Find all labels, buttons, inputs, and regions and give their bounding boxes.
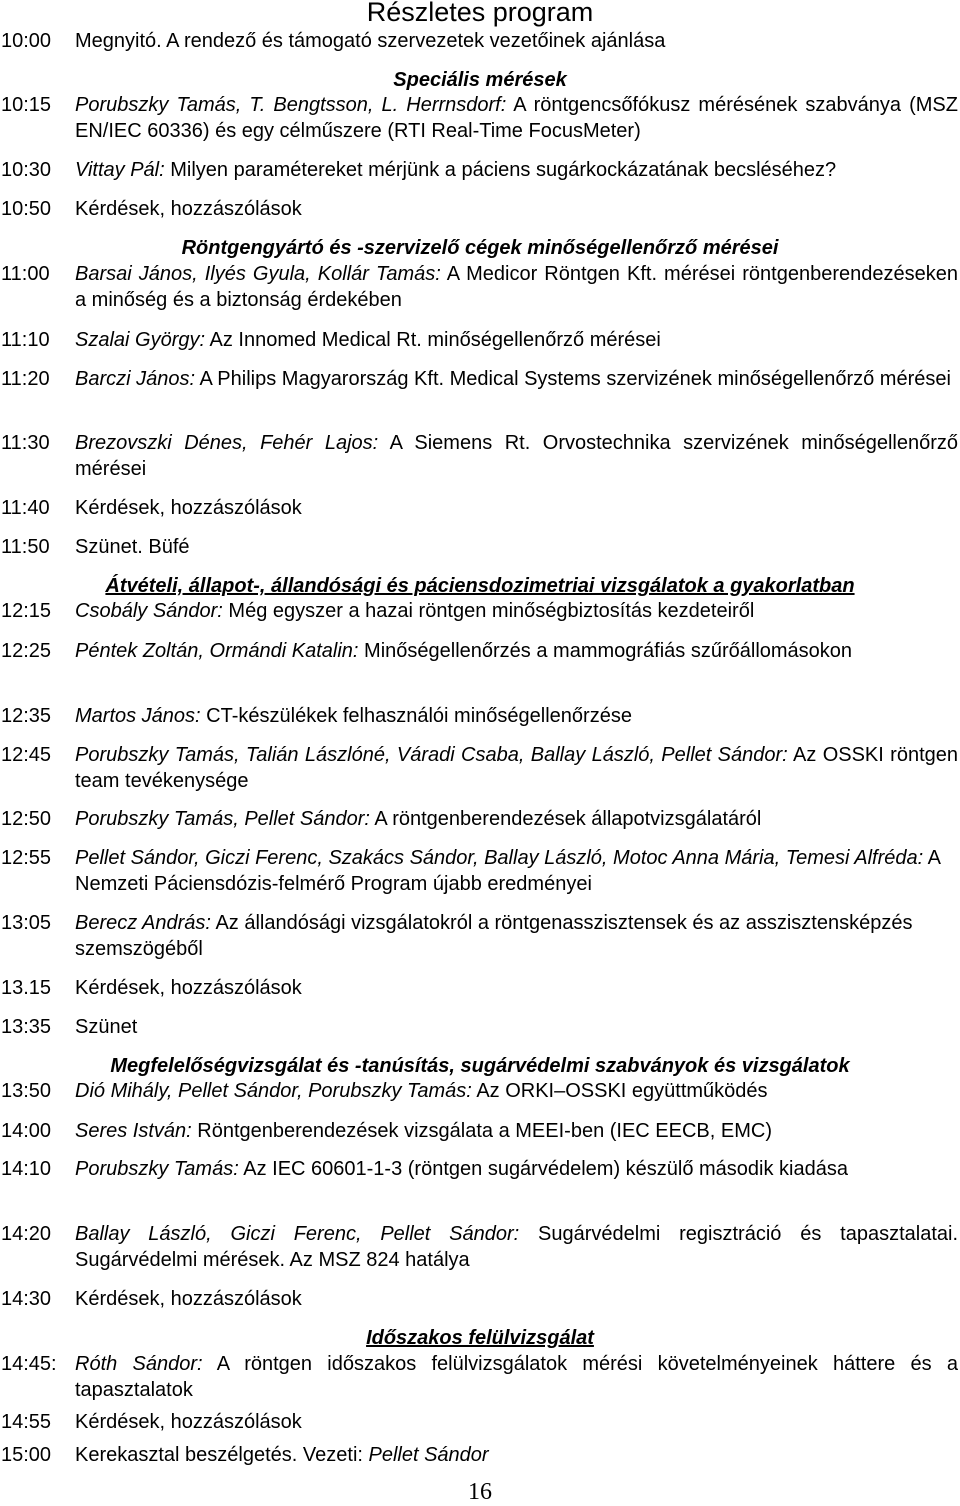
entry-time: 10:00: [1, 30, 52, 52]
entry-time: 12:15: [1, 600, 52, 622]
entry-title: Kérdések, hozzászólások: [75, 1288, 302, 1310]
section-header: Megfelelőségvizsgálat és -tanúsítás, sugárvédelmi szabványok és vizsgálatok: [110, 1055, 850, 1077]
page-title: Részletes program: [366, 0, 594, 27]
entry-time: 14:45:: [1, 1353, 57, 1375]
program-entry: [0, 430, 958, 482]
entry-speakers: Csobály Sándor:: [75, 600, 223, 622]
entry-content: [75, 261, 958, 313]
entry-title: Megnyitó. A rendező és támogató szervezetek vezetőinek ajánlása: [75, 30, 666, 52]
entry-title: A Medicor Röntgen Kft. mérései röntgenberendezéseken a minőség és a biztonság érdekében: [75, 263, 958, 311]
entry-content: [75, 28, 958, 54]
program-entry: [0, 196, 958, 222]
entry-speakers: Seres István:: [75, 1120, 192, 1142]
entry-speakers: Dió Mihály, Pellet Sándor, Porubszky Tamás:: [75, 1080, 472, 1102]
entry-time: 13:35: [1, 1016, 52, 1038]
program-entry: [0, 1014, 958, 1040]
entry-content: [75, 845, 958, 897]
entry-time: 14:55: [1, 1411, 52, 1433]
program-entry: [0, 975, 958, 1001]
program-entry: [0, 1351, 958, 1403]
entry-speakers: Róth Sándor:: [75, 1353, 203, 1375]
program-entry: [0, 1221, 958, 1273]
program-entry: [0, 598, 958, 624]
entry-speakers: Porubszky Tamás:: [75, 1158, 239, 1180]
entry-time: 14:00: [1, 1120, 52, 1142]
program-entry: [0, 703, 958, 729]
entry-title: Kérdések, hozzászólások: [75, 497, 302, 519]
program-entry: [0, 366, 958, 392]
entry-title: A Siemens Rt. Orvostechnika szervizének minőségellenőrző mérései: [75, 432, 958, 480]
entry-title: Milyen paramétereket mérjünk a páciens sugárkockázatának becsléséhez?: [164, 159, 837, 181]
entry-moderator: Pellet Sándor: [368, 1444, 489, 1466]
entry-speakers: Martos János:: [75, 705, 201, 727]
entry-speakers: Vittay Pál:: [75, 159, 165, 181]
entry-content: [75, 1118, 958, 1144]
entry-title: Kérdések, hozzászólások: [75, 1411, 302, 1433]
entry-time: 13:50: [1, 1080, 52, 1102]
entry-time: 12:45: [1, 744, 52, 766]
program-entry: [0, 1118, 958, 1144]
entry-content: [75, 703, 958, 729]
program-entry: [0, 1156, 958, 1182]
program-entry: [0, 742, 958, 794]
entry-content: [75, 157, 958, 183]
entry-title: Röntgenberendezések vizsgálata a MEEI-ben (IEC EECB, EMC): [191, 1120, 772, 1142]
entry-time: 12:50: [1, 808, 52, 830]
entry-content: [75, 910, 958, 962]
page-number: 16: [468, 1479, 492, 1505]
entry-title: Kerekasztal beszélgetés. Vezeti:: [75, 1444, 369, 1466]
entry-title: A röntgencsőfókusz mérésének szabványa (MSZ EN/IEC 60336) és egy célműszere (RTI Real-Time FocusMeter): [75, 94, 958, 142]
entry-content: [75, 806, 958, 832]
program-entry: [0, 534, 958, 560]
entry-speakers: Pellet Sándor, Giczi Ferenc, Szakács Sándor, Ballay László, Motoc Anna Mária, Temesi Alfréda:: [75, 847, 924, 869]
entry-time: 10:15: [1, 94, 52, 116]
entry-title: A Nemzeti Páciensdózis-felmérő Program újabb eredményei: [75, 847, 940, 895]
program-entry: [0, 845, 958, 897]
entry-content: [75, 92, 958, 144]
entry-content: [75, 495, 958, 521]
entry-content: [75, 1286, 958, 1312]
entry-title: Kérdések, hozzászólások: [75, 198, 302, 220]
entry-speakers: Barczi János:: [75, 368, 196, 390]
entry-speakers: Berecz András:: [75, 912, 211, 934]
entry-content: [75, 196, 958, 222]
section-header: Röntgengyártó és -szervizelő cégek minőségellenőrző mérései: [181, 237, 779, 259]
entry-content: [75, 638, 958, 664]
entry-time: 11:50: [1, 536, 50, 558]
program-entry: [0, 261, 958, 313]
entry-content: [75, 742, 958, 794]
entry-content: [75, 975, 958, 1001]
entry-time: 11:40: [1, 497, 50, 519]
entry-speakers: Péntek Zoltán, Ormándi Katalin:: [75, 640, 359, 662]
entry-content: [75, 327, 958, 353]
entry-title: Az IEC 60601-1-3 (röntgen sugárvédelem) készülő második kiadása: [238, 1158, 848, 1180]
entry-title: Az Innomed Medical Rt. minőségellenőrző mérései: [205, 329, 661, 351]
entry-speakers: Barsai János, Ilyés Gyula, Kollár Tamás:: [75, 263, 441, 285]
entry-time: 11:10: [1, 329, 50, 351]
entry-title: Az állandósági vizsgálatokról a röntgenasszisztensek és az asszisztensképzés szemszögéből: [75, 912, 913, 960]
program-entry: [0, 1442, 958, 1468]
program-entry: [0, 638, 958, 664]
entry-time: 11:00: [1, 263, 50, 285]
program-entry: [0, 1286, 958, 1312]
entry-title: Sugárvédelmi regisztráció és tapasztalatai. Sugárvédelmi mérések. Az MSZ 824 hatálya: [75, 1223, 958, 1271]
entry-time: 10:30: [1, 159, 52, 181]
entry-content: [75, 366, 958, 392]
section-header: Speciális mérések: [393, 69, 567, 91]
entry-content: [75, 1156, 958, 1182]
entry-time: 14:20: [1, 1223, 52, 1245]
entry-speakers: Szalai György:: [75, 329, 206, 351]
entry-title: Még egyszer a hazai röntgen minőségbiztosítás kezdeteiről: [222, 600, 755, 622]
entry-title: Szünet. Büfé: [75, 536, 190, 558]
program-entry: [0, 92, 958, 144]
program-entry: [0, 327, 958, 353]
entry-title: Az OSSKI röntgen team tevékenysége: [75, 744, 959, 792]
program-entry: [0, 1409, 958, 1435]
program-entry: [0, 1078, 958, 1104]
program-entry: [0, 157, 958, 183]
entry-title: A röntgen időszakos felülvizsgálatok mérési követelményeinek háttere és a tapasztalatok: [75, 1353, 958, 1401]
entry-content: [75, 1221, 958, 1273]
entry-time: 12:55: [1, 847, 52, 869]
entry-time: 14:30: [1, 1288, 52, 1310]
entry-content: [75, 598, 958, 624]
program-entry: [0, 28, 958, 54]
entry-title: Az ORKI–OSSKI együttműködés: [471, 1080, 768, 1102]
entry-time: 12:25: [1, 640, 52, 662]
entry-title: A Philips Magyarország Kft. Medical Systems szervizének minőségellenőrző mérései: [195, 368, 951, 390]
entry-time: 11:30: [1, 432, 50, 454]
entry-content: [75, 1078, 958, 1104]
entry-title: Szünet: [75, 1016, 138, 1038]
program-entry: [0, 806, 958, 832]
entry-speakers: Ballay László, Giczi Ferenc, Pellet Sándor:: [75, 1223, 520, 1245]
entry-title: CT-készülékek felhasználói minőségellenőrzése: [200, 705, 632, 727]
program-entry: [0, 495, 958, 521]
entry-content: [75, 534, 958, 560]
entry-content: [75, 1351, 958, 1403]
entry-time: 13.15: [1, 977, 52, 999]
section-header: Időszakos felülvizsgálat: [366, 1327, 594, 1349]
entry-speakers: Porubszky Tamás, Talián Lászlóné, Váradi Csaba, Ballay László, Pellet Sándor:: [75, 744, 788, 766]
section-header: Átvételi, állapot-, állandósági és páciensdozimetriai vizsgálatok a gyakorlatban: [105, 575, 855, 597]
entry-speakers: Porubszky Tamás, Pellet Sándor:: [75, 808, 370, 830]
entry-title: A röntgenberendezések állapotvizsgálatáról: [369, 808, 762, 830]
program-entry: [0, 910, 958, 962]
entry-time: 10:50: [1, 198, 52, 220]
entry-content: [75, 1409, 958, 1435]
entry-speakers: Porubszky Tamás, T. Bengtsson, L. Herrnsdorf:: [75, 94, 507, 116]
entry-time: 12:35: [1, 705, 52, 727]
entry-speakers: Brezovszki Dénes, Fehér Lajos:: [75, 432, 379, 454]
entry-content: [75, 1442, 958, 1468]
entry-time: 11:20: [1, 368, 50, 390]
entry-content: [75, 430, 958, 482]
entry-title: Minőségellenőrzés a mammográfiás szűrőállomásokon: [358, 640, 853, 662]
entry-time: 14:10: [1, 1158, 52, 1180]
entry-title: Kérdések, hozzászólások: [75, 977, 302, 999]
entry-content: [75, 1014, 958, 1040]
entry-time: 15:00: [1, 1444, 52, 1466]
entry-time: 13:05: [1, 912, 52, 934]
